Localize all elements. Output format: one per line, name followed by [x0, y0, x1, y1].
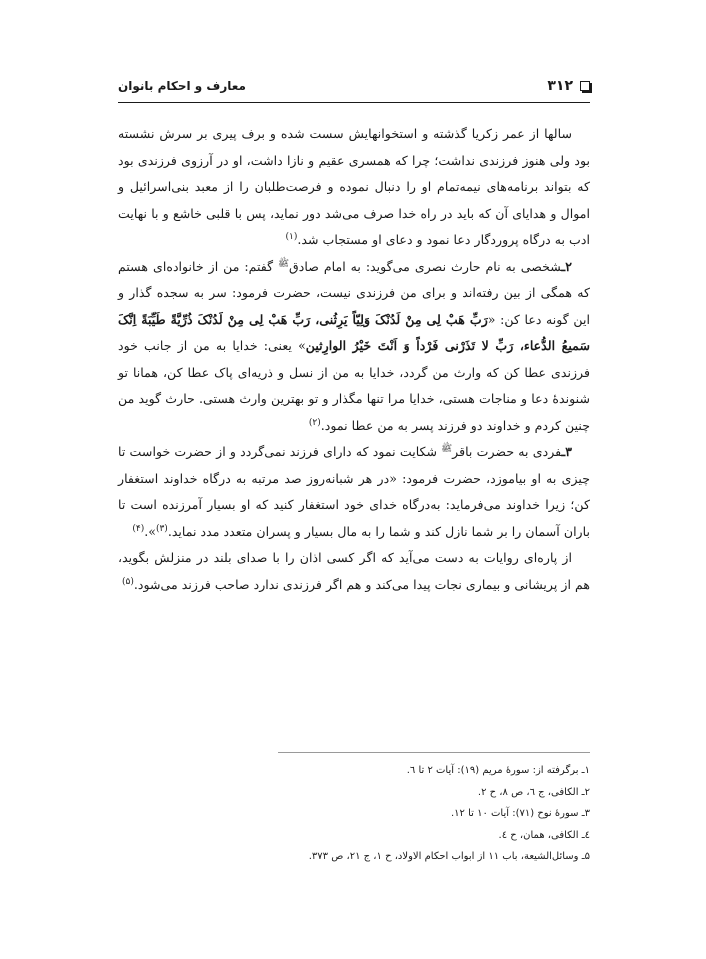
- header-divider: [118, 102, 590, 103]
- paragraph-4: از پاره‌ای روایات به دست می‌آید که اگر کسی اذان را با صدای بلند در منزلش بگوید، هم از پریشانی و بیماری نجات پیدا می‌کند و هم اگر فرزندی ندارد صاحب فرزند می‌شود.$^{(۵)}$: [118, 550, 590, 592]
- footnote-ref-2: (۲): [308, 417, 321, 428]
- footnote-1: ۱ـ برگرفته از: سورهٔ مریم (۱۹): آیات ۲ تا ٦.: [406, 765, 590, 776]
- footnotes: [118, 760, 590, 868]
- page-number-block: [547, 78, 590, 94]
- footnote-divider: [278, 752, 590, 753]
- footnote-ref-1: (۱): [285, 231, 298, 242]
- item-number-3: ۳ـ: [561, 444, 573, 459]
- footnote-ref-3: (۳): [155, 523, 168, 534]
- paragraph-3: ۳ـفردی به حضرت باقر$^ﷺ$ شکایت نمود که دارای فرزند نمی‌گردد و از حضرت خواست تا چیزی به او بیاموزد، حضرت فرمود: «در هر شبانه‌روز صد مرتبه به درگاه خداوند استغفار کن؛ زیرا خداوند می‌فرماید: به‌درگاه خدای خود استغفار کنید که او بسیار آمرزنده است تا باران آسمان را بر شما نازل کند و شما را به مال بسیار و پسران متعدد مدد نماید.$^{(۳)}$».$^{(۴)}$: [118, 443, 590, 539]
- page-header: [118, 78, 590, 102]
- footnote-ref-5: (۵): [121, 576, 134, 587]
- page-number: ۳۱۲: [547, 78, 573, 94]
- item-number-2: ۲ـ: [561, 258, 572, 274]
- honorific-sadiq: ﷺ: [278, 258, 289, 269]
- footnote-5: ۵ـ وسائل‌الشیعة، باب ۱۱ از ابواب احکام الاولاد، ح ۱، ج ۲۱، ص ۳۷۳.: [308, 851, 590, 862]
- book-title: معارف و احکام بانوان: [118, 79, 246, 93]
- paragraph-1: سالها از عمر زکریا گذشته و استخوانهایش سست شده و برف پیری بر سرش نشسته بود ولی هنوز فرزندی نداشت؛ چرا که همسری عقیم و نازا داشت، او در آرزوی فرزندی بود که بتواند برنامه‌های نیمه‌تمام او را دنبال نموده و فرصت‌طلبان را از معبد بنی‌اسرائیل و اموال و هدایای آن که باید در راه خدا صرف می‌شد دور نماید، پس با قلبی خاشع و با نهایت ادب به درگاه پروردگار دعا نمود و دعای او مستجاب شد.$^{(۱)}$: [118, 126, 590, 247]
- footnote-4: ٤ـ الکافی، همان، ح ٤.: [498, 829, 590, 841]
- square-bullet-icon: [580, 81, 590, 91]
- footnote-ref-4: (۴): [132, 523, 145, 534]
- footnote-3: ۳ـ سورهٔ نوح (۷۱): آیات ۱۰ تا ۱۲.: [450, 808, 590, 819]
- paragraph-2: ۲ـشخصی به نام حارث نصری می‌گوید: به امام صادق$^ﷺ$ گفتم: من از خانواده‌ای هستم که همگی از بین رفته‌اند و برای من فرزندی نیست، حضرت فرمود: سر به سجده گذار و این گونه دعا کن: «رَبِّ هَبْ لِی مِنْ لَدُنْکَ وَلِیّاً یَرِثُنی، رَبِّ هَبْ لِی مِنْ لَدُنْکَ ذُرِّیَّةً طَیِّبَةً اِنَّکَ سَمیعُ الدُّعاء، رَبِّ لا تَذَرْنی فَرْداً وَ اَنْتَ خَیْرُ الوارِثین» یعنی: خدایا به من از جانب خود فرزندی عطا کن که وارث من گردد، خدایا به من از نسل و ذریه‌ای پاک عطا کن، همانا تو شنوندهٔ دعا و مناجات هستی، خدایا مرا تنها مگذار و تو بهترین وارث هستی. حارث گوید من چنین کردم و خداوند دو فرزند پسر به من عطا نمود.$^{(۲)}$: [118, 258, 590, 433]
- honorific-baqir: ﷺ: [441, 443, 453, 454]
- footnote-2: ۲ـ الکافی، ج ٦، ص ۸، ح ۲.: [477, 786, 590, 798]
- arabic-prayer: رَبِّ هَبْ لِی مِنْ لَدُنْکَ وَلِیّاً یَرِثُنی، رَبِّ هَبْ لِی مِنْ لَدُنْکَ ذُرِّیَّةً طَیِّبَةً اِنَّکَ سَمیعُ الدُّعاء، رَبِّ لا تَذَرْنی فَرْداً وَ اَنْتَ خَیْرُ الوارِثین: [118, 311, 590, 353]
- body-text: [118, 121, 590, 598]
